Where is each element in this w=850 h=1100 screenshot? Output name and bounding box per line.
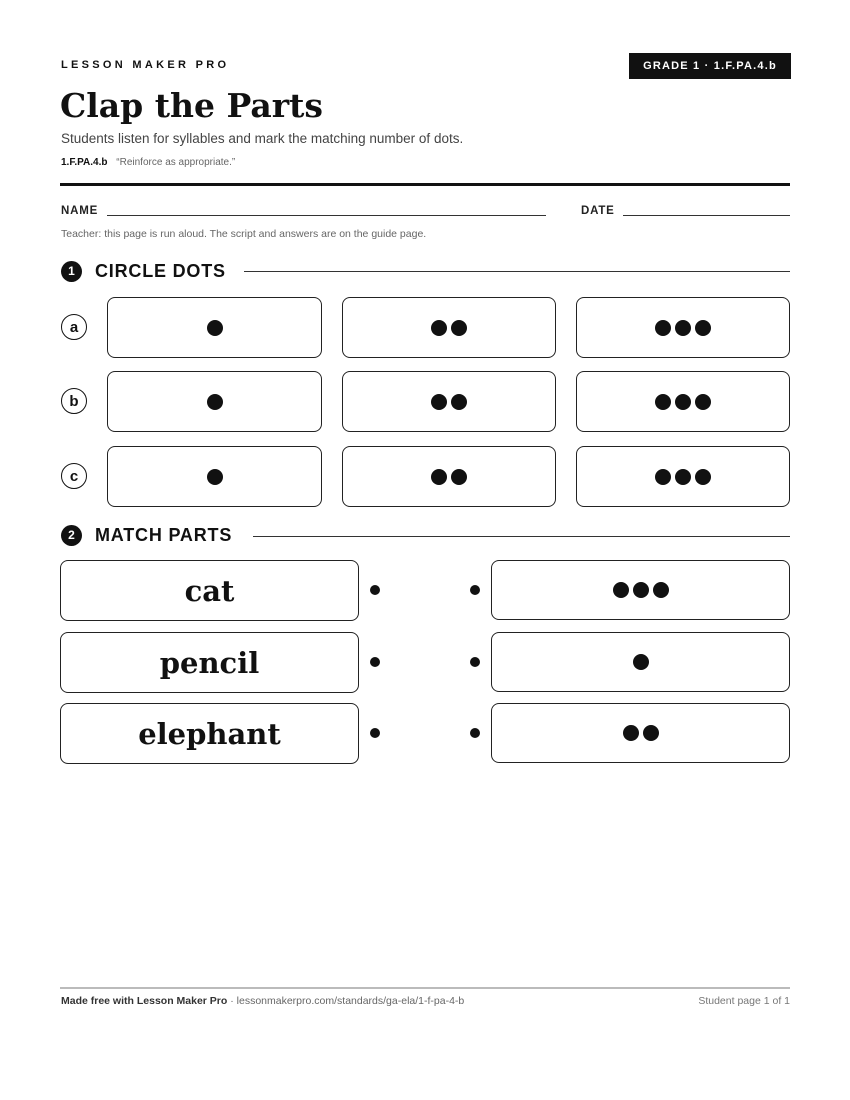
dot-option-b-3[interactable]	[576, 371, 790, 432]
dot-option-a-2[interactable]	[342, 297, 556, 358]
header-divider	[60, 183, 790, 186]
word-card-pencil: pencil	[60, 632, 359, 693]
syllable-dot	[655, 394, 671, 410]
section-1-title: CIRCLE DOTS	[95, 260, 226, 281]
syllable-dot	[633, 582, 649, 598]
date-label: DATE	[581, 205, 615, 217]
brand-name: LESSON MAKER PRO	[61, 59, 230, 71]
syllable-dot	[675, 320, 691, 336]
syllable-dot	[451, 320, 467, 336]
footer-page-number: Student page 1 of 1	[698, 995, 790, 1007]
syllable-dot	[431, 320, 447, 336]
section-2-number: 2	[61, 525, 82, 546]
section-1-rule	[244, 271, 790, 272]
match-point-right[interactable]	[470, 728, 480, 738]
dot-option-b-1[interactable]	[107, 371, 322, 432]
syllable-dot	[623, 725, 639, 741]
syllable-dot	[695, 469, 711, 485]
page-subtitle: Students listen for syllables and mark the matching number of dots.	[61, 131, 464, 146]
match-point-left[interactable]	[370, 728, 380, 738]
syllable-dot	[613, 582, 629, 598]
standard-line	[61, 157, 235, 168]
dot-option-c-2[interactable]	[342, 446, 556, 507]
row-letter-a: a	[61, 314, 87, 340]
dot-card-2	[491, 703, 790, 763]
dot-option-c-3[interactable]	[576, 446, 790, 507]
syllable-dot	[643, 725, 659, 741]
dot-option-b-2[interactable]	[342, 371, 556, 432]
footer-url[interactable]: lessonmakerpro.com/standards/ga-ela/1-f-pa-4-b	[236, 995, 465, 1007]
footer-credit	[61, 995, 464, 1007]
syllable-dot	[431, 394, 447, 410]
dot-card-3	[491, 560, 790, 620]
row-letter-b: b	[61, 388, 87, 414]
syllable-dot	[653, 582, 669, 598]
match-point-left[interactable]	[370, 585, 380, 595]
syllable-dot	[451, 394, 467, 410]
syllable-dot	[207, 394, 223, 410]
section-2-rule	[253, 536, 790, 537]
section-1-header	[61, 260, 226, 282]
syllable-dot	[451, 469, 467, 485]
row-letter-c: c	[61, 463, 87, 489]
page-title: Clap the Parts	[60, 86, 323, 125]
section-2-header	[61, 524, 232, 546]
section-2-title: MATCH PARTS	[95, 524, 233, 545]
teacher-note: Teacher: this page is run aloud. The script and answers are on the guide page.	[61, 228, 427, 240]
match-point-right[interactable]	[470, 585, 480, 595]
match-point-right[interactable]	[470, 657, 480, 667]
footer-made-with: Made free with Lesson Maker Pro	[61, 995, 228, 1007]
standard-code: 1.F.PA.4.b	[61, 157, 108, 168]
syllable-dot	[675, 469, 691, 485]
date-field[interactable]	[623, 215, 790, 216]
footer-separator: ·	[227, 995, 237, 1007]
grade-badge: GRADE 1 · 1.F.PA.4.b	[629, 53, 791, 79]
dot-option-a-1[interactable]	[107, 297, 322, 358]
match-point-left[interactable]	[370, 657, 380, 667]
footer-divider	[60, 987, 790, 989]
syllable-dot	[695, 320, 711, 336]
dot-option-c-1[interactable]	[107, 446, 322, 507]
syllable-dot	[695, 394, 711, 410]
syllable-dot	[633, 654, 649, 670]
word-card-cat: cat	[60, 560, 359, 621]
syllable-dot	[655, 320, 671, 336]
section-1-number: 1	[61, 261, 82, 282]
name-label: NAME	[61, 205, 99, 217]
word-card-elephant: elephant	[60, 703, 359, 764]
dot-card-1	[491, 632, 790, 692]
syllable-dot	[675, 394, 691, 410]
name-field[interactable]	[107, 215, 546, 216]
dot-option-a-3[interactable]	[576, 297, 790, 358]
syllable-dot	[431, 469, 447, 485]
syllable-dot	[655, 469, 671, 485]
syllable-dot	[207, 320, 223, 336]
standard-note: “Reinforce as appropriate.”	[116, 157, 236, 168]
syllable-dot	[207, 469, 223, 485]
